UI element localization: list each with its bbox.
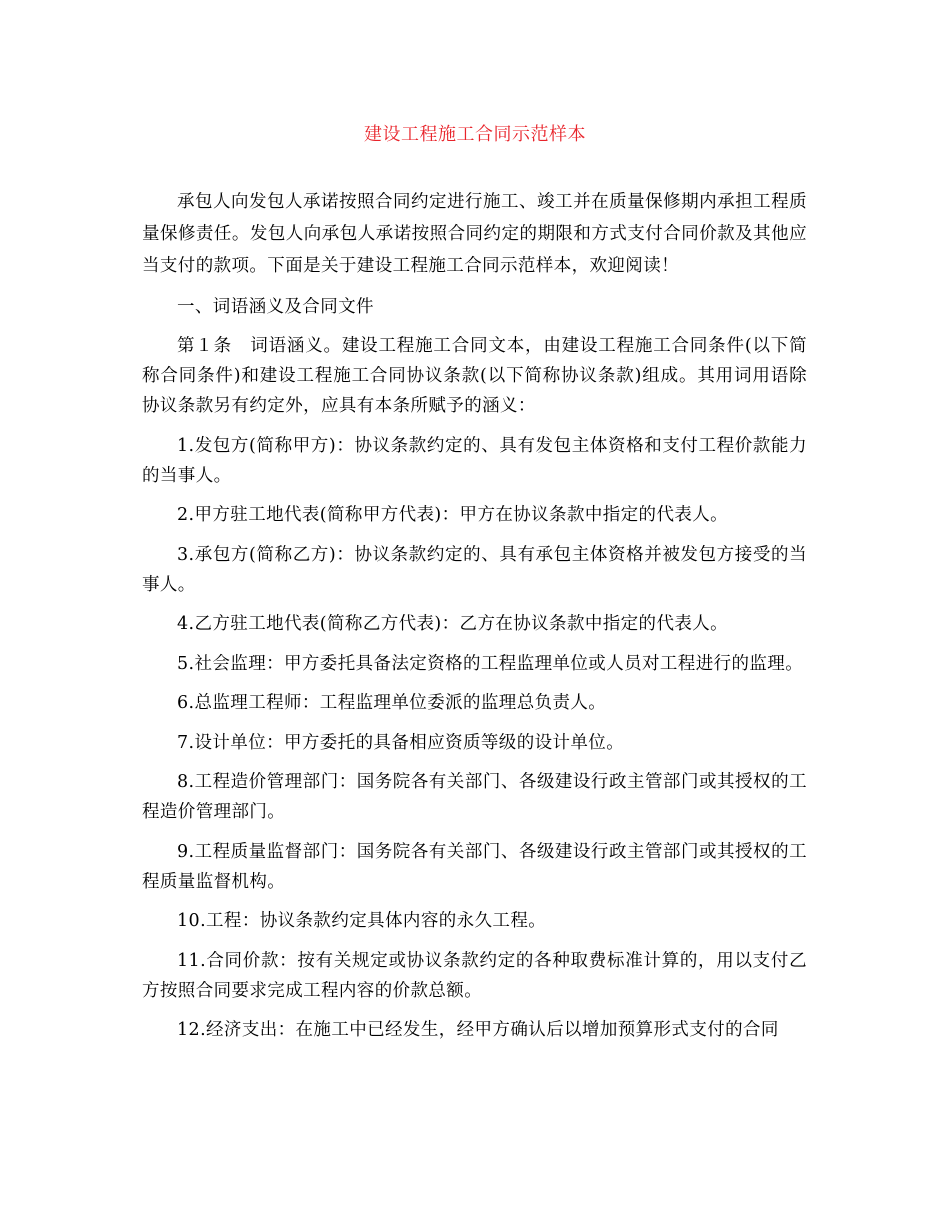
definition-item: 6.总监理工程师：工程监理单位委派的监理总负责人。 xyxy=(177,693,607,713)
document-body xyxy=(142,186,807,1055)
article-1-paragraph: 第１条 词语涵义。建设工程施工合同文本，由建设工程施工合同条件(以下简称合同条件)和建设工程施工合同协议条款(以下简称协议条款)组成。其用词用语除协议条款另有约定外，应具有本条所赋予的涵义： xyxy=(142,336,807,416)
definition-item: 9.工程质量监督部门：国务院各有关部门、各级建设行政主管部门或其授权的工程质量监督机构。 xyxy=(142,841,807,892)
intro-paragraph: 承包人向发包人承诺按照合同约定进行施工、竣工并在质量保修期内承担工程质量保修责任。发包人向承包人承诺按照合同约定的期限和方式支付合同价款及其他应当支付的款项。下面是关于建设工程施工合同示范样本，欢迎阅读！ xyxy=(142,192,807,276)
definition-item: 5.社会监理：甲方委托具备法定资格的工程监理单位或人员对工程进行的监理。 xyxy=(177,653,804,674)
definition-item: 3.承包方(简称乙方)：协议条款约定的、具有承包主体资格并被发包方接受的当事人。 xyxy=(142,544,807,595)
section-heading: 一、词语涵义及合同文件 xyxy=(177,296,374,317)
definition-item: 8.工程造价管理部门：国务院各有关部门、各级建设行政主管部门或其授权的工程造价管理部门。 xyxy=(142,772,807,822)
definition-item: 12.经济支出：在施工中已经发生，经甲方确认后以增加预算形式支付的合同 xyxy=(177,1020,779,1040)
document-title: 建设工程施工合同示范样本 xyxy=(364,124,586,145)
definition-item: 11.合同价款：按有关规定或协议条款约定的各种取费标准计算的，用以支付乙方按照合同要求完成工程内容的价款总额。 xyxy=(142,950,807,1001)
definition-item: 7.设计单位：甲方委托的具备相应资质等级的设计单位。 xyxy=(177,732,625,753)
definition-item: 10.工程：协议条款约定具体内容的永久工程。 xyxy=(177,911,547,931)
definition-item: 2.甲方驻工地代表(简称甲方代表)：甲方在协议条款中指定的代表人。 xyxy=(177,505,729,525)
definition-item: 1.发包方(简称甲方)：协议条款约定的、具有发包主体资格和支付工程价款能力的当事人。 xyxy=(142,435,807,486)
definition-item: 4.乙方驻工地代表(简称乙方代表)：乙方在协议条款中指定的代表人。 xyxy=(177,614,729,634)
